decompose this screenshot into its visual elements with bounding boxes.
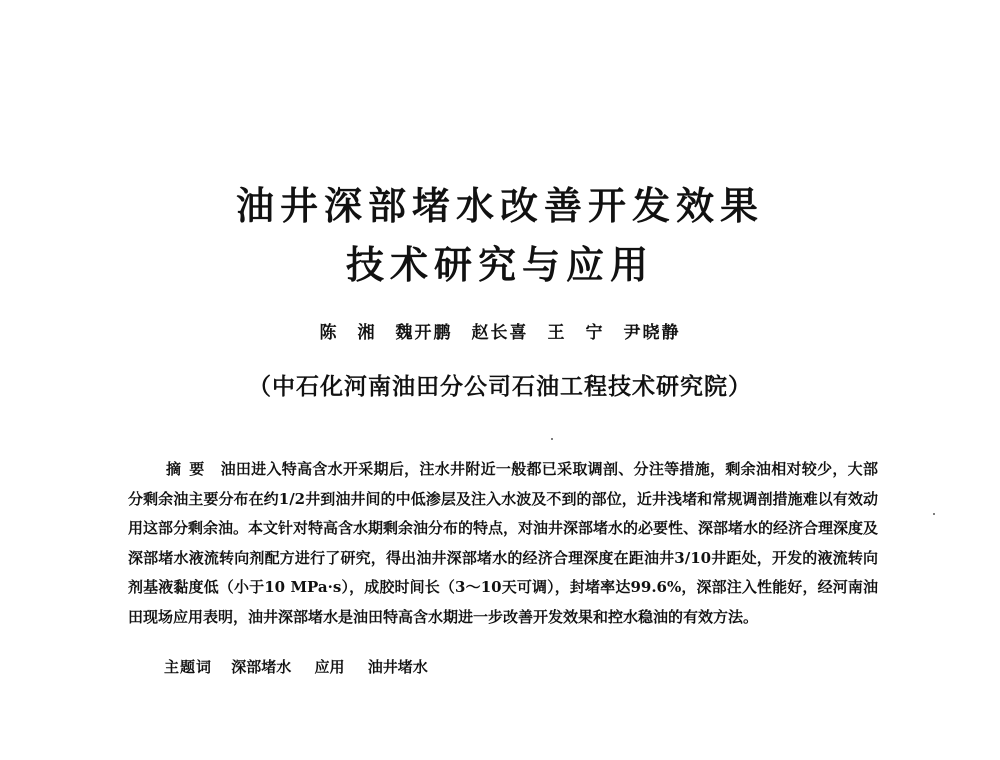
scan-speck <box>551 438 553 440</box>
keywords <box>164 656 884 677</box>
paper-title-line-2: 技术研究与应用 <box>345 242 654 287</box>
author-list: 陈 湘 魏开鹏 赵长喜 王 宁 尹晓静 <box>319 323 681 343</box>
keyword-item: 应用 <box>314 658 345 676</box>
paper-title-line-1: 油井深部堵水改善开发效果 <box>235 183 764 228</box>
keyword-item: 油井堵水 <box>367 658 428 676</box>
abstract-label: 摘要 <box>166 460 213 478</box>
keyword-item: 深部堵水 <box>231 658 292 676</box>
abstract <box>128 455 878 632</box>
abstract-text: 油田进入特高含水开采期后，注水井附近一般都已采取调剖、分注等措施，剩余油相对较少，大部分剩余油主要分布在约1/2井到油井间的中低渗层及注入水波及不到的部位，近井浅堵和常规调剖措施难以有效动用这部分剩余油。本文针对特高含水期剩余油分布的特点，对油井深部堵水的必要性、深部堵水的经济合理深度及深部堵水液流转向剂配方进行了研究，得出油井深部堵水的经济合理深度在距油井3/10井距处，开发的液流转向剂基液黏度低（小于10 MPa·s），成胶时间长（3～10天可调），封堵率达99.6%，深部注入性能好，经河南油田现场应用表明，油井深部堵水是油田特高含水期进一步改善开发效果和控水稳油的有效方法。 <box>128 460 879 626</box>
scan-speck <box>933 513 935 515</box>
affiliation: （中石化河南油田分公司石油工程技术研究院） <box>248 373 752 400</box>
keywords-label: 主题词 <box>164 658 213 676</box>
